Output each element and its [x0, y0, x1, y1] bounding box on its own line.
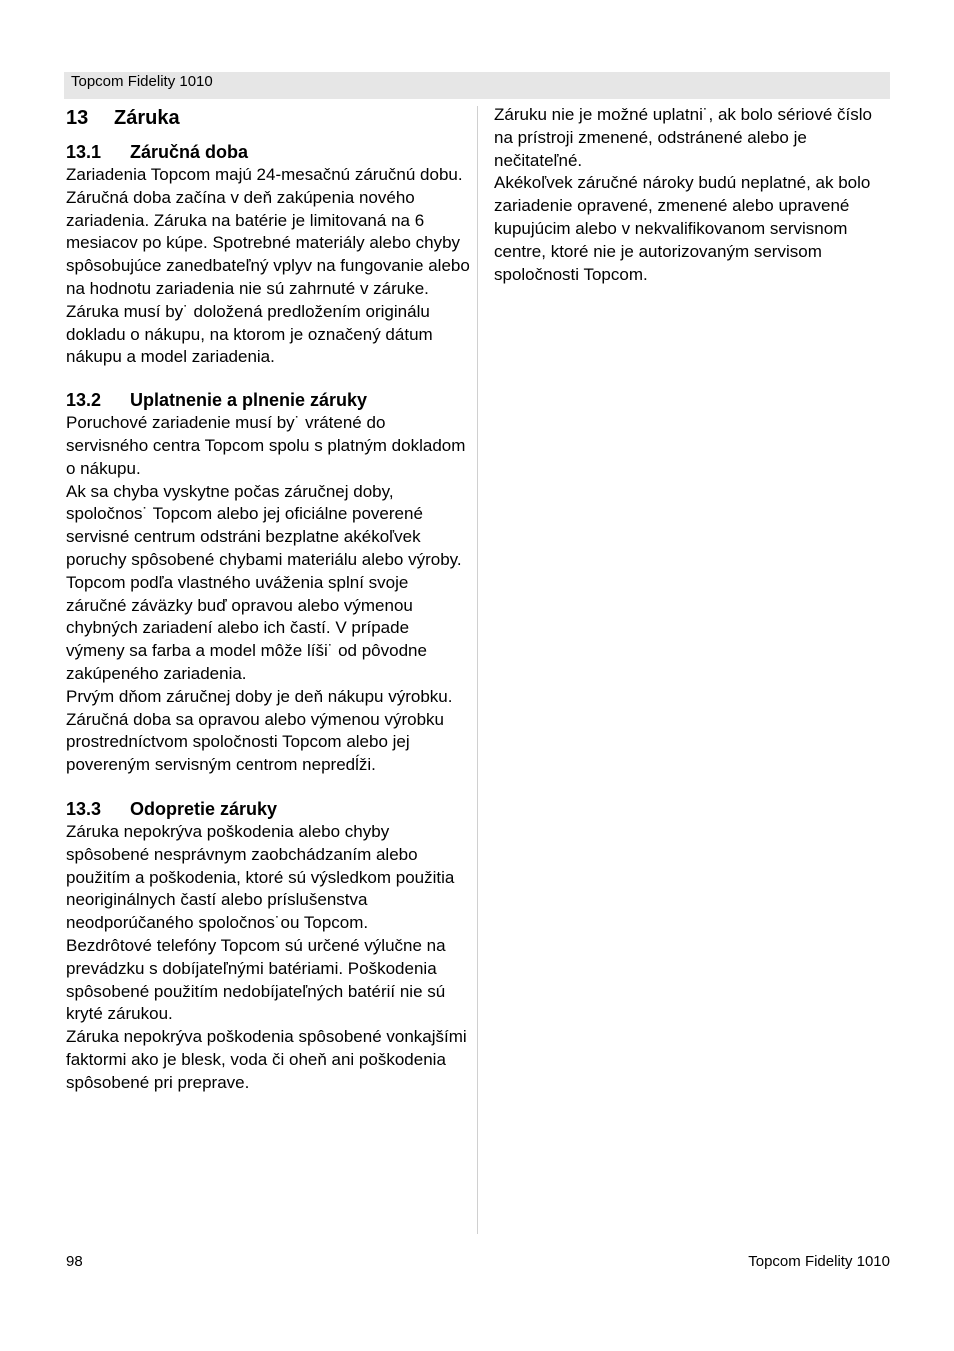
left-column: [66, 104, 470, 1094]
chapter-number: 13: [66, 107, 89, 129]
section-number: 13.1: [66, 142, 102, 162]
section-number: 13.3: [66, 798, 102, 819]
section-title: Uplatnenie a plnenie záruky: [130, 390, 368, 411]
paragraph: Bezdrôtové telefóny Topcom sú určené výlučne na prevádzku s dobíjateľnými batériami. Poškodenia spôsobené použitím nedobíjateľných batérií nie sú kryté zárukou.: [66, 935, 446, 1024]
paragraph: Záruka musí by˙ doložená predložením originálu dokladu o nákupu, na ktorom je označený dátum nákupu a model zariadenia.: [66, 301, 433, 367]
section-heading-13-3: [66, 797, 470, 821]
header-title: Topcom Fidelity 1010: [71, 73, 213, 90]
right-column: [494, 104, 894, 286]
paragraph: Ak sa chyba vyskytne počas záručnej doby, spoločnos˙ Topcom alebo jej oficiálne poverené servisné centrum odstráni bezplatne akékoľvek poruchy spôsobené chybami materiálu alebo výroby.: [66, 481, 462, 569]
page-header: [64, 72, 890, 99]
section-heading-13-1: [66, 140, 470, 164]
paragraph: Zariadenia Topcom majú 24-mesačnú záručnú dobu. Záručná doba začína v deň zakúpenia nového zariadenia. Záruka na batérie je limitovaná na 6 mesiacov po kúpe. Spotrebné materiály alebo chyby spôsobujúce zanedbateľný vplyv na fungovanie alebo na hodnotu zariadenia nie sú zahrnuté v záruke.: [66, 165, 470, 298]
section-heading-13-2: [66, 388, 470, 412]
column-divider: [477, 106, 478, 1234]
paragraph: Záruku nie je možné uplatni˙, ak bolo sériové číslo na prístroji zmenené, odstránené alebo je nečitateľné.: [494, 105, 872, 170]
section-title: Odopretie záruky: [130, 798, 278, 819]
chapter-title: Záruka: [114, 107, 180, 129]
paragraph: Záruka nepokrýva poškodenia alebo chyby spôsobené nesprávnym zaobchádzaním alebo použitím a poškodenia, ktoré sú výsledkom použitia neoriginálnych častí alebo príslušenstva neodporúčaného spoločnos˙ou Topcom.: [66, 821, 455, 933]
section-title: Záručná doba: [130, 142, 249, 162]
section-number: 13.2: [66, 390, 102, 411]
paragraph: Záruka nepokrýva poškodenia spôsobené vonkajšími faktormi ako je blesk, voda či oheň ani poškodenia spôsobené pri preprave.: [66, 1027, 467, 1092]
chapter-heading: [66, 104, 470, 132]
page-number: 98: [66, 1253, 83, 1270]
paragraph: Akékoľvek záručné nároky budú neplatné, ak bolo zariadenie opravené, zmenené alebo upravené kupujúcim alebo v nekvalifikovanom servisnom centre, ktoré nie je autorizovaným servisom spoločnosti Topcom.: [494, 173, 871, 284]
paragraph: Topcom podľa vlastného uváženia splní svoje záručné záväzky buď opravou alebo výmenou chybných zariadení alebo ich častí. V prípade výmeny sa farba a model môže líši˙ od pôvodne zakúpeného zariadenia.: [66, 572, 427, 683]
paragraph: Prvým dňom záručnej doby je deň nákupu výrobku. Záručná doba sa opravou alebo výmenou výrobku prostredníctvom spoločnosti Topcom alebo jej povereným servisným centrom nepredĺži.: [66, 686, 453, 775]
paragraph: Poruchové zariadenie musí by˙ vrátené do servisného centra Topcom spolu s platným dokladom o nákupu.: [66, 413, 466, 478]
footer-title: Topcom Fidelity 1010: [748, 1253, 890, 1270]
